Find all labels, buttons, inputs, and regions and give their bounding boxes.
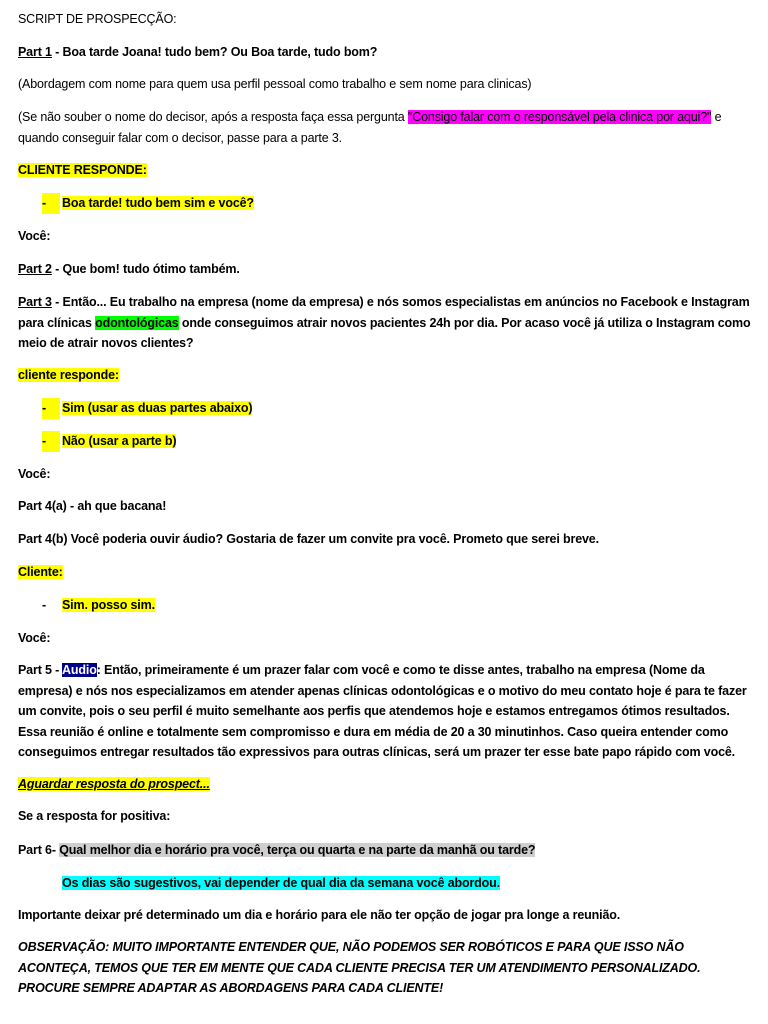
answer-posso-sim: - Sim. posso sim. [18,595,768,616]
cliente-heading: Cliente: [18,565,63,579]
answer-sim: - Sim (usar as duas partes abaixo) [18,398,768,419]
bullet-dash: - [42,193,60,214]
script-title: SCRIPT DE PROSPECÇÃO: [18,12,177,26]
bullet-dash: - [42,598,47,612]
answer-boa-tarde: - Boa tarde! tudo bem sim e você? [18,193,768,214]
part5-paragraph: Part 5 - Audio: Então, primeiramente é um prazer falar com você e como te disse antes, trabalho na empresa (Nome da empresa) e nós nos especializamos em atender apenas clínicas odontológicas e o motivo do meu contato hoje é para te fazer um convite, pois o seu perfil é muito semelhante aos perfis que atendemos hoje e estamos entregamos ótimos resultados. Essa reunião é online e totalmente sem compromisso e dura em média de 20 a 30 minutinhos. Caso queira entender como conseguimos entregar resultados tão expressivos para outras clínicas, será um prazer ter esse bate papo rápido com você. [18,663,747,759]
bullet-dash: - [42,431,60,452]
voce-label-3: Você: [18,631,51,645]
highlight-odontologicas: odontológicas [95,315,179,330]
part1-paragraph [18,42,758,63]
part6-paragraph: Part 6- Qual melhor dia e horário pra você, terça ou quarta e na parte da manhã ou tarde? [18,843,536,857]
highlight-qual-dia: Qual melhor dia e horário pra você, terça ou quarta e na parte da manhã ou tarde? [59,843,536,857]
highlight-question: "Consigo falar com o responsável pela clinica por aqui?" [407,110,712,124]
part1-text: - Boa tarde Joana! tudo bem? Ou Boa tarde, tudo bom? [51,45,378,59]
part2-label: Part 2 [18,262,52,276]
voce-label: Você: [18,229,51,243]
highlight-audio: Audio [62,663,97,677]
part2-paragraph: Part 2 - Que bom! tudo ótimo também. [18,262,240,276]
note-abordagem: (Abordagem com nome para quem usa perfil pessoal como trabalho e sem nome para clinicas) [18,77,532,91]
se-positiva: Se a resposta for positiva: [18,809,171,823]
part3-label: Part 3 [18,295,52,309]
dias-sugestivos: Os dias são sugestivos, vai depender de qual dia da semana você abordou. [62,876,500,890]
bullet-dash: - [42,398,60,419]
note-decisor: (Se não souber o nome do decisor, após a resposta faça essa pergunta "Consigo falar com o responsável pela clinica por aqui?" e quando conseguir falar com o decisor, passe para a parte 3. [18,110,722,145]
voce-label-2: Você: [18,467,51,481]
aguardar-resposta: Aguardar resposta do prospect... [18,777,210,791]
part4b-paragraph: Part 4(b) Você poderia ouvir áudio? Gostaria de fazer um convite pra você. Prometo que serei breve. [18,532,599,546]
observacao-paragraph: OBSERVAÇÃO: MUITO IMPORTANTE ENTENDER QUE, NÃO PODEMOS SER ROBÓTICOS E PARA QUE ISSO NÃO ACONTEÇA, TEMOS QUE TER EM MENTE QUE CADA CLIENTE PRECISA TER UM ATENDIMENTO PERSONALIZADO. PROCURE SEMPRE ADAPTAR AS ABORDAGENS PARA CADA CLIENTE! [18,940,701,995]
cliente-responde-heading: CLIENTE RESPONDE: [18,163,147,177]
importante-paragraph: Importante deixar pré determinado um dia e horário para ele não ter opção de jogar pra longe a reunião. [18,908,621,922]
answer-nao: - Não (usar a parte b) [18,431,768,452]
part1-label: Part 1 [18,45,52,59]
part4a-paragraph: Part 4(a) - ah que bacana! [18,499,167,513]
cliente-responde-heading-2: cliente responde: [18,368,119,382]
part3-paragraph: Part 3 - Então... Eu trabalho na empresa (nome da empresa) e nós somos especialistas em anúncios no Facebook e Instagram para clínicas odontológicas onde conseguimos atrair novos pacientes 24h por dia. Por acaso você já utiliza o Instagram como meio de atrair novos clientes? [18,295,751,350]
